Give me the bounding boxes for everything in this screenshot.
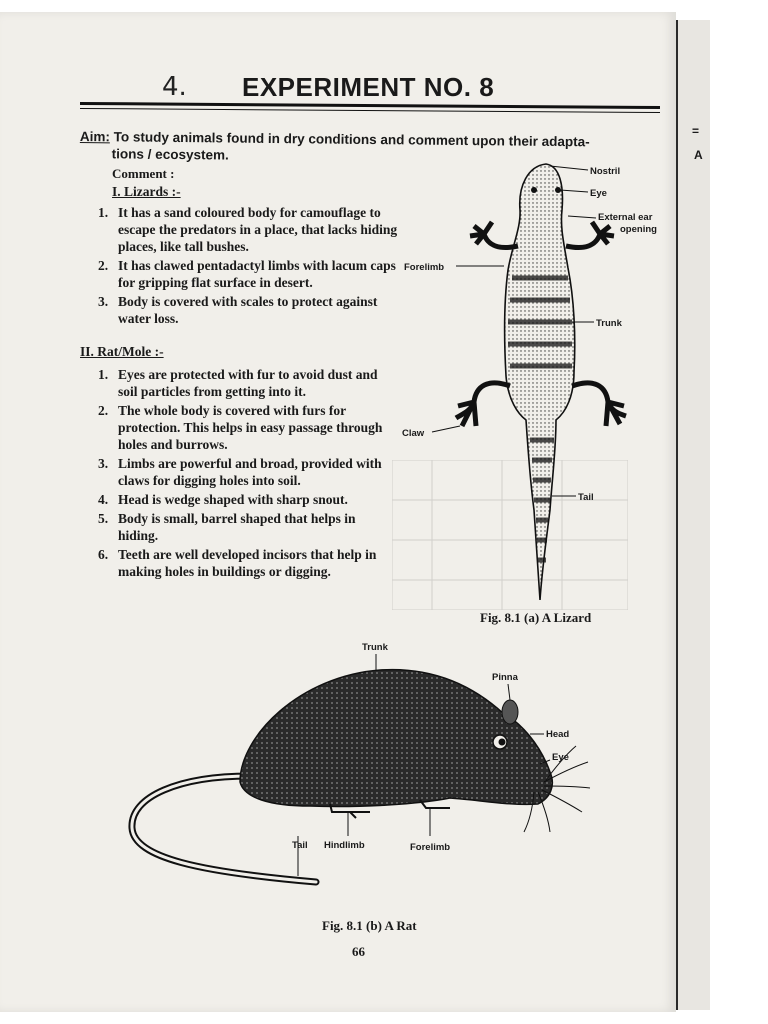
list-item-text: The whole body is covered with furs for protection. This helps in easy passage through holes and burrows. (118, 403, 383, 452)
list-item: 2. The whole body is covered with furs for protection. This helps in easy passage through holes and burrows. (98, 403, 383, 452)
lizard-label-nostril: Nostril (590, 166, 621, 177)
list-item-text: Limbs are powerful and broad, provided with claws for digging holes into soil. (118, 456, 382, 488)
comment-label: Comment : (112, 166, 175, 181)
lizard-label-trunk: Trunk (596, 318, 622, 329)
rat-label-head: Head (546, 729, 570, 740)
list-item: 1. Eyes are protected with fur to avoid dust and soil particles from getting into it. (98, 367, 378, 399)
rat-label-hindlimb: Hindlimb (324, 840, 365, 851)
lizard-illustration (456, 164, 626, 600)
lizard-figure (400, 150, 670, 620)
list-item-text: It has a sand coloured body for camouflage to escape the predators in a place, that lacks hiding places, like tall bushes. (118, 205, 398, 254)
rat-figure (120, 636, 600, 896)
rat-label-forelimb: Forelimb (410, 842, 451, 853)
rat-mole-list-wrap (80, 366, 392, 582)
lizard-label-tail: Tail (578, 492, 594, 503)
rat-label-tail: Tail (292, 840, 308, 851)
page-number: 66 (352, 944, 365, 959)
list-item: 3. Limbs are powerful and broad, provided with claws for digging holes into soil. (98, 456, 382, 488)
lizard-label-ear-1: External ear (598, 212, 653, 223)
aim-label: Aim: (79, 128, 110, 145)
rat-mole-heading (80, 344, 164, 360)
adjacent-page-mark-top: = (692, 124, 700, 138)
list-item: 3. Body is covered with scales to protect against water loss. (98, 294, 378, 326)
list-item-text: Body is covered with scales to protect against water loss. (118, 294, 378, 326)
lizard-caption: Fig. 8.1 (a) A Lizard (480, 610, 592, 625)
aim-text-line1: To study animals found in dry conditions and comment upon their adapta- (113, 129, 590, 150)
list-item: 1. It has a sand coloured body for camouflage to escape the predators in a place, that lacks hiding places, like tall bushes. (98, 205, 398, 254)
lizards-heading (112, 184, 181, 200)
adjacent-page-edge (676, 20, 710, 1010)
lizard-label-claw: Claw (402, 428, 425, 439)
rat-label-pinna: Pinna (492, 672, 518, 683)
list-item: 2. It has clawed pentadactyl limbs with lacum caps for gripping flat surface in desert. (98, 258, 396, 290)
page-title: EXPERIMENT NO. 8 (242, 72, 495, 102)
list-item-text: Head is wedge shaped with sharp snout. (118, 492, 348, 507)
list-item: 6. Teeth are well developed incisors that help in making holes in buildings or digging. (98, 547, 377, 579)
list-item: 4. Head is wedge shaped with sharp snout. (98, 492, 348, 507)
aim-text-line2: tions / ecosystem. (111, 146, 229, 163)
lizard-label-forelimb: Forelimb (404, 262, 445, 273)
list-item-text: Eyes are protected with fur to avoid dust and soil particles from getting into it. (118, 367, 378, 399)
list-item-text: Body is small, barrel shaped that helps in hiding. (118, 511, 356, 543)
lizards-heading-text: I. Lizards :- (112, 184, 181, 199)
rat-mole-heading-text: II. Rat/Mole :- (80, 344, 164, 359)
lizard-label-ear-2: opening (620, 224, 657, 235)
rat-label-eye: Eye (552, 752, 569, 763)
rat-mole-list (80, 366, 392, 580)
lizards-list-wrap (80, 204, 400, 329)
handwritten-number: 4. (162, 72, 187, 102)
list-item-text: It has clawed pentadactyl limbs with lacum caps for gripping flat surface in desert. (118, 258, 396, 290)
list-item-text: Teeth are well developed incisors that help in making holes in buildings or digging. (118, 547, 377, 579)
rat-label-trunk: Trunk (362, 642, 388, 653)
lizard-label-eye: Eye (590, 188, 607, 199)
list-item: 5. Body is small, barrel shaped that helps in hiding. (98, 511, 356, 543)
adjacent-page-mark-mid: A (694, 148, 703, 162)
lizards-list (80, 204, 400, 327)
rat-caption: Fig. 8.1 (b) A Rat (322, 918, 417, 933)
